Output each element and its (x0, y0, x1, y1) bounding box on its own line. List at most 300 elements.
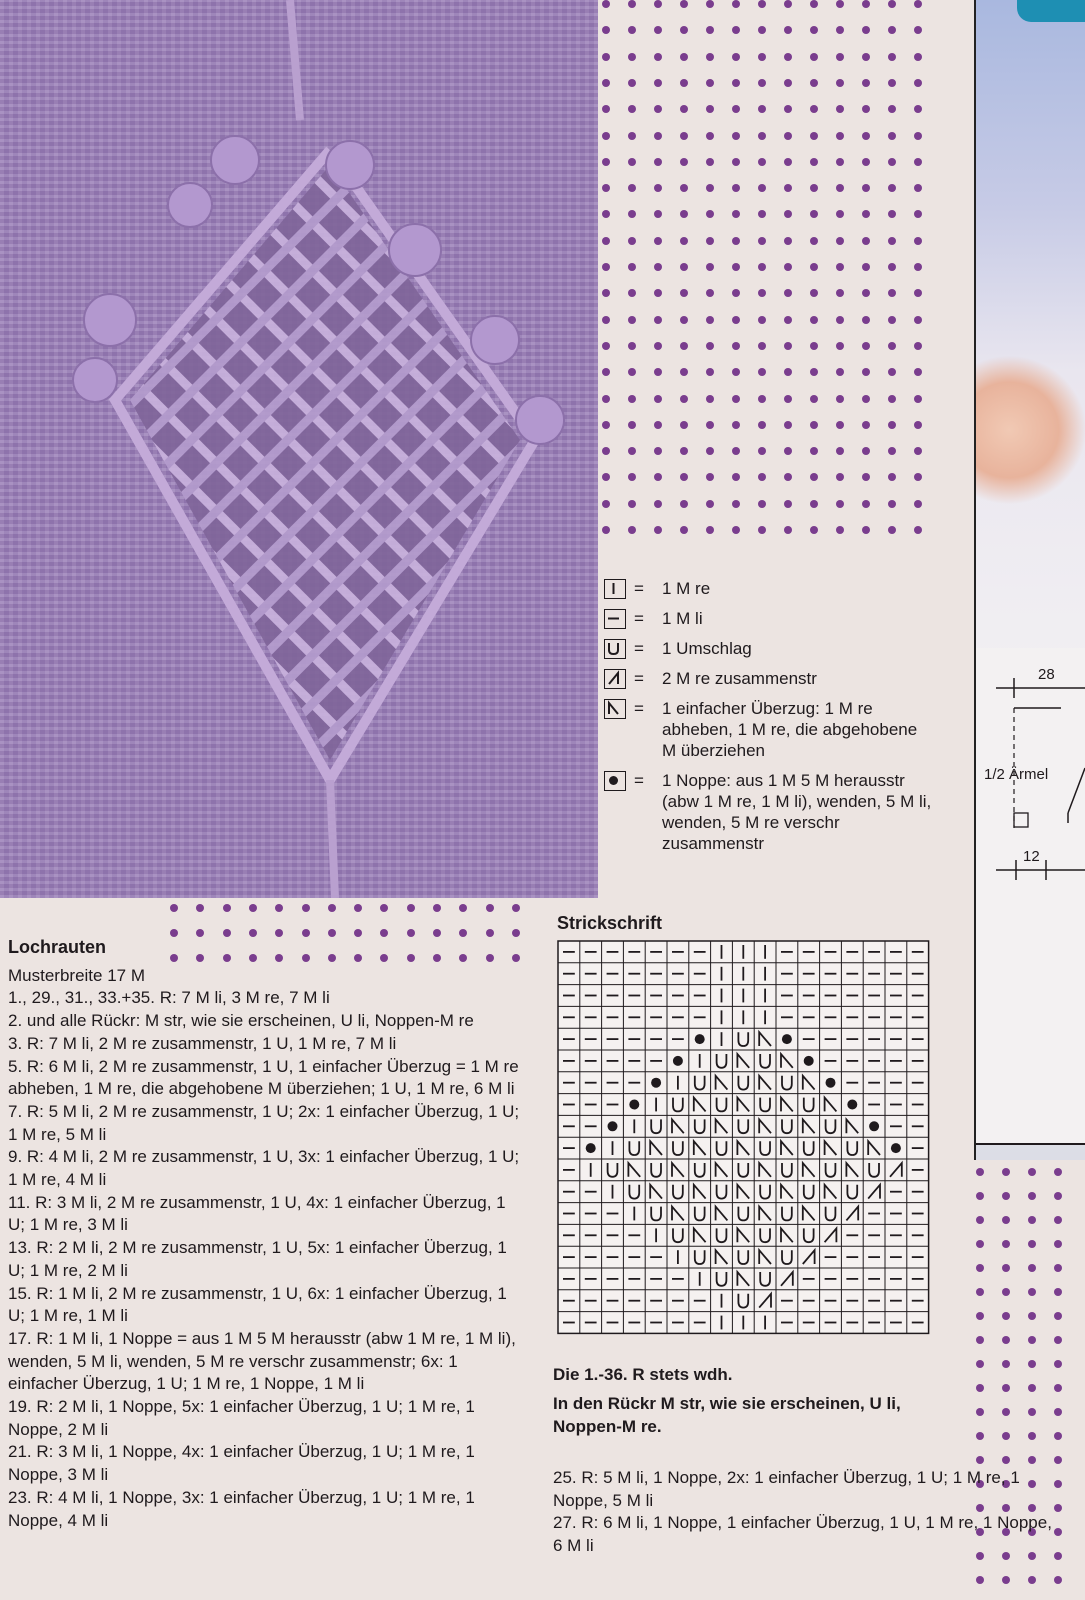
decorative-dot (1054, 1240, 1062, 1248)
decorative-dot (836, 210, 844, 218)
decorative-dot (602, 500, 610, 508)
decorative-dot (706, 395, 714, 403)
decorative-dot (784, 263, 792, 271)
decorative-dot (758, 500, 766, 508)
chart-title: Strickschrift (557, 913, 663, 933)
decorative-dot (628, 421, 636, 429)
decorative-dot (1028, 1408, 1036, 1416)
decorative-dot (836, 79, 844, 87)
decorative-dot (914, 53, 922, 61)
decorative-dot (1002, 1240, 1010, 1248)
decorative-dot (862, 316, 870, 324)
decorative-dot (810, 237, 818, 245)
decorative-dot (654, 210, 662, 218)
decorative-dot (680, 158, 688, 166)
decorative-dot (914, 500, 922, 508)
decorative-dot (836, 263, 844, 271)
decorative-dot (654, 421, 662, 429)
legend-text: 1 einfacher Überzug: 1 M re abheben, 1 M re, die abgehobene M überziehen (662, 699, 918, 760)
decorative-dot (758, 79, 766, 87)
instruction-line: 9. R: 4 M li, 2 M re zusammenstr, 1 U, 3x: 1 einfacher Überzug, 1 U; 1 M re, 4 M li (8, 1147, 520, 1190)
decorative-dot (1028, 1288, 1036, 1296)
decorative-dot (810, 105, 818, 113)
decorative-dot (836, 0, 844, 8)
decorative-dot (836, 237, 844, 245)
legend-equals: = (634, 699, 644, 718)
decorative-dot (914, 26, 922, 34)
decorative-dot (602, 132, 610, 140)
legend-equals: = (634, 771, 644, 790)
decorative-dot (680, 132, 688, 140)
decorative-dot (602, 0, 610, 8)
decorative-dot (976, 1312, 984, 1320)
lace-diamond-illustration (0, 0, 598, 898)
decorative-dot (628, 26, 636, 34)
decorative-dot (706, 368, 714, 376)
decorative-dot (706, 0, 714, 8)
decorative-dot (758, 526, 766, 534)
decorative-dot (602, 473, 610, 481)
decorative-dot (758, 368, 766, 376)
decorative-dot (976, 1384, 984, 1392)
decorative-dot (862, 500, 870, 508)
decorative-dot (862, 132, 870, 140)
decorative-dot (628, 263, 636, 271)
decorative-dot (784, 421, 792, 429)
decorative-dot (888, 263, 896, 271)
decorative-dot (888, 210, 896, 218)
decorative-dot (784, 105, 792, 113)
decorative-dot (602, 316, 610, 324)
decorative-dot (758, 447, 766, 455)
decorative-dot (654, 0, 662, 8)
decorative-dot (862, 421, 870, 429)
decorative-dot (758, 132, 766, 140)
decorative-dot (628, 526, 636, 534)
decorative-dot (680, 368, 688, 376)
decorative-dot (1002, 1264, 1010, 1272)
decorative-dot (1054, 1408, 1062, 1416)
decorative-dot (654, 237, 662, 245)
decorative-dot (784, 342, 792, 350)
decorative-dot (888, 184, 896, 192)
decorative-dot (862, 395, 870, 403)
decorative-dot (758, 421, 766, 429)
decorative-dot (914, 316, 922, 324)
decorative-dot (862, 237, 870, 245)
decorative-dot (836, 473, 844, 481)
decorative-dot (328, 904, 336, 912)
decorative-dot (758, 342, 766, 350)
decorative-dot (732, 79, 740, 87)
decorative-dot (888, 53, 896, 61)
decorative-dot (1002, 1168, 1010, 1176)
decorative-dot (862, 447, 870, 455)
instruction-line: 25. R: 5 M li, 1 Noppe, 2x: 1 einfacher Überzug, 1 U; 1 M re, 1 Noppe, 5 M li (553, 1468, 1020, 1510)
decorative-dot (1002, 1288, 1010, 1296)
instruction-line: 23. R: 4 M li, 1 Noppe, 3x: 1 einfacher Überzug, 1 U; 1 M re, 1 Noppe, 4 M li (8, 1487, 475, 1530)
decorative-dot (888, 473, 896, 481)
instruction-lines-continued (553, 1467, 1063, 1558)
legend-text: 2 M re zusammenstr (662, 669, 817, 688)
decorative-dot (706, 237, 714, 245)
decorative-dot (706, 53, 714, 61)
decorative-dot (758, 289, 766, 297)
decorative-dot (888, 158, 896, 166)
decorative-dot (1028, 1312, 1036, 1320)
decorative-dot (602, 395, 610, 403)
decorative-dot (888, 132, 896, 140)
decorative-dot (836, 395, 844, 403)
decorative-dot (1028, 1432, 1036, 1440)
decorative-dot (914, 132, 922, 140)
knit-symbol-icon (604, 579, 626, 599)
decorative-dot (810, 79, 818, 87)
decorative-dot (654, 526, 662, 534)
decorative-dot (784, 447, 792, 455)
decorative-dot (784, 0, 792, 8)
decorative-dot (602, 342, 610, 350)
decorative-dot (459, 904, 467, 912)
decorative-dot (1002, 1456, 1010, 1464)
decorative-dot (732, 473, 740, 481)
decorative-dot (976, 1264, 984, 1272)
decorative-dot (732, 105, 740, 113)
schematic-lines (976, 648, 1085, 1143)
decorative-dot (758, 473, 766, 481)
bobble-cell (804, 1056, 814, 1066)
decorative-dot (784, 53, 792, 61)
decorative-dot (836, 289, 844, 297)
decorative-dot (628, 237, 636, 245)
decorative-dot (1028, 1216, 1036, 1224)
decorative-dot (784, 289, 792, 297)
decorative-dot (888, 421, 896, 429)
decorative-dot (275, 904, 283, 912)
decorative-dot (888, 105, 896, 113)
legend-equals: = (634, 639, 644, 658)
schematic-sleeve-label: 1/2 Ärmel (984, 766, 1049, 783)
decorative-dot (602, 26, 610, 34)
instruction-line: 1., 29., 31., 33.+35. R: 7 M li, 3 M re, 7 M li (8, 988, 330, 1008)
legend-equals: = (634, 609, 644, 628)
decorative-dot (486, 904, 494, 912)
instruction-line: 3. R: 7 M li, 2 M re zusammenstr, 1 U, 1 M re, 7 M li (8, 1033, 397, 1053)
decorative-dot (810, 158, 818, 166)
decorative-dot (784, 79, 792, 87)
decorative-dot (784, 26, 792, 34)
decorative-dot (784, 316, 792, 324)
purl-symbol-icon (604, 609, 626, 629)
decorative-dot (602, 447, 610, 455)
decorative-dot (628, 79, 636, 87)
decorative-dot (628, 447, 636, 455)
decorative-dot (836, 132, 844, 140)
decorative-dot (680, 526, 688, 534)
bobble-cell (869, 1121, 879, 1131)
decorative-dot (1028, 1360, 1036, 1368)
decorative-dot (1054, 1360, 1062, 1368)
decorative-dot (784, 368, 792, 376)
decorative-dot (976, 1240, 984, 1248)
decorative-dot (810, 210, 818, 218)
decorative-dot (758, 53, 766, 61)
decorative-dot (602, 105, 610, 113)
decorative-dot (654, 316, 662, 324)
decorative-dot (914, 237, 922, 245)
legend-equals: = (634, 579, 644, 598)
decorative-dot (732, 421, 740, 429)
decorative-dot (836, 105, 844, 113)
decorative-dot (170, 904, 178, 912)
decorative-dot (976, 1288, 984, 1296)
decorative-dot (862, 473, 870, 481)
instruction-line: 21. R: 3 M li, 1 Noppe, 4x: 1 einfacher Überzug, 1 U; 1 M re, 1 Noppe, 3 M li (8, 1442, 475, 1485)
decorative-dot (862, 184, 870, 192)
skp-symbol-icon (604, 699, 626, 719)
decorative-dot (810, 447, 818, 455)
instruction-lines (8, 965, 520, 1533)
decorative-dot (654, 263, 662, 271)
decorative-dot (602, 237, 610, 245)
decorative-dot (1054, 1312, 1062, 1320)
decorative-dot (836, 500, 844, 508)
decorative-dot (862, 263, 870, 271)
decorative-dot (407, 904, 415, 912)
decorative-dot (706, 210, 714, 218)
decorative-dot (810, 26, 818, 34)
decorative-dot (888, 368, 896, 376)
decorative-dot (602, 210, 610, 218)
decorative-dot (836, 421, 844, 429)
decorative-dot (654, 26, 662, 34)
decorative-dot (602, 79, 610, 87)
decorative-dot (602, 289, 610, 297)
decorative-dot (914, 184, 922, 192)
decorative-dot (1028, 1336, 1036, 1344)
decorative-dot (976, 1408, 984, 1416)
decorative-dot (654, 53, 662, 61)
yarn-over-symbol-icon (604, 639, 626, 659)
decorative-dot (1028, 1456, 1036, 1464)
decorative-dot (654, 158, 662, 166)
decorative-dot (602, 421, 610, 429)
decorative-dot (758, 0, 766, 8)
decorative-dot (888, 500, 896, 508)
instruction-line: 27. R: 6 M li, 1 Noppe, 1 einfacher Überzug, 1 U, 1 M re, 1 Noppe, 6 M li (553, 1513, 1052, 1556)
decorative-dot (758, 237, 766, 245)
decorative-dot (1002, 1360, 1010, 1368)
decorative-dot (706, 473, 714, 481)
decorative-dot (249, 904, 257, 912)
decorative-dot (888, 0, 896, 8)
decorative-dot (706, 316, 714, 324)
bobble-cell (651, 1078, 661, 1088)
decorative-dot (836, 342, 844, 350)
decorative-dot (810, 500, 818, 508)
decorative-dot (628, 0, 636, 8)
bobble-cell (782, 1034, 792, 1044)
decorative-dot (836, 53, 844, 61)
decorative-dot (732, 368, 740, 376)
decorative-dot (888, 26, 896, 34)
decorative-dot (654, 473, 662, 481)
decorative-dot (732, 53, 740, 61)
decorative-dot (810, 526, 818, 534)
knitting-chart (557, 940, 935, 1344)
legend-row-knit (604, 578, 934, 599)
legend-text: 1 Umschlag (662, 639, 752, 658)
instructions-column-1 (8, 936, 520, 1532)
decorative-dot (976, 1216, 984, 1224)
decorative-dot (732, 395, 740, 403)
decorative-dot (732, 316, 740, 324)
decorative-dot (602, 158, 610, 166)
decorative-dot (862, 210, 870, 218)
decorative-dot (706, 421, 714, 429)
schematic-panel (976, 648, 1085, 1145)
instruction-line: 13. R: 2 M li, 2 M re zusammenstr, 1 U, 5x: 1 einfacher Überzug, 1 U; 1 M re, 2 M li (8, 1238, 507, 1280)
decorative-dot (862, 53, 870, 61)
decorative-dot (680, 26, 688, 34)
decorative-dot (758, 263, 766, 271)
decorative-dot (836, 26, 844, 34)
decorative-dot (223, 904, 231, 912)
decorative-dot (888, 316, 896, 324)
decorative-dot (1002, 1576, 1010, 1584)
decorative-dot (784, 395, 792, 403)
decorative-dot (810, 132, 818, 140)
decorative-dot (836, 447, 844, 455)
decorative-dot (1002, 1216, 1010, 1224)
decorative-dot (732, 237, 740, 245)
decorative-dot (836, 368, 844, 376)
legend-text: 1 Noppe: aus 1 M 5 M herausstr (abw 1 M re, 1 M li), wenden, 5 M li, wenden, 5 M re verschr zusammenstr (662, 771, 932, 853)
decorative-dot (680, 79, 688, 87)
decorative-dot (976, 1192, 984, 1200)
decorative-dot (1054, 1288, 1062, 1296)
decorative-dot (836, 526, 844, 534)
decorative-dot (914, 0, 922, 8)
decorative-dot (680, 0, 688, 8)
decorative-dot (1054, 1264, 1062, 1272)
decorative-dot (732, 26, 740, 34)
decorative-dot (810, 473, 818, 481)
knit-sample-photo (0, 0, 598, 898)
decorative-dot (602, 263, 610, 271)
decorative-dot (810, 184, 818, 192)
decorative-dot (732, 184, 740, 192)
decorative-dot (680, 447, 688, 455)
decorative-dot (628, 289, 636, 297)
decorative-dot (914, 105, 922, 113)
legend-row-skp (604, 698, 934, 761)
decorative-dot (836, 316, 844, 324)
decorative-dot (862, 526, 870, 534)
bobble-cell (629, 1100, 639, 1110)
decorative-dot (862, 26, 870, 34)
decorative-dot (628, 132, 636, 140)
decorative-dot (706, 132, 714, 140)
decorative-dot (654, 132, 662, 140)
decorative-dot (680, 53, 688, 61)
decorative-dot (914, 473, 922, 481)
decorative-dot (628, 395, 636, 403)
decorative-dot (810, 421, 818, 429)
decorative-dot (758, 26, 766, 34)
decorative-dot (196, 904, 204, 912)
decorative-dot (1054, 1432, 1062, 1440)
decorative-dot (758, 316, 766, 324)
decorative-dot (680, 105, 688, 113)
legend-row-k2tog (604, 668, 934, 689)
decorative-dot (680, 210, 688, 218)
decorative-dot (706, 158, 714, 166)
decorative-dot (914, 395, 922, 403)
decorative-dot (654, 395, 662, 403)
decorative-dot (732, 500, 740, 508)
decorative-dot (1054, 1168, 1062, 1176)
decorative-dot (654, 447, 662, 455)
decorative-dot (784, 132, 792, 140)
bobble-cell (673, 1056, 683, 1066)
instruction-line: 2. und alle Rückr: M str, wie sie erscheinen, U li, Noppen-M re (8, 1011, 474, 1031)
decorative-dot (628, 316, 636, 324)
decorative-dot (654, 184, 662, 192)
decorative-dot (862, 368, 870, 376)
schematic-width-label: 28 (1038, 666, 1055, 683)
decorative-dot (1028, 1576, 1036, 1584)
decorative-dot (888, 342, 896, 350)
bobble-cell (608, 1121, 618, 1131)
k2tog-symbol-icon (604, 669, 626, 689)
decorative-dot (784, 526, 792, 534)
decorative-dot (862, 289, 870, 297)
decorative-dot (1054, 1456, 1062, 1464)
decorative-dot (862, 79, 870, 87)
decorative-dot (680, 473, 688, 481)
decorative-dot (810, 53, 818, 61)
decorative-dot (706, 184, 714, 192)
decorative-dot (784, 473, 792, 481)
decorative-dot (888, 526, 896, 534)
decorative-dot (732, 158, 740, 166)
decorative-dot (1002, 1192, 1010, 1200)
decorative-dot (602, 184, 610, 192)
bobble-symbol-icon (604, 771, 626, 791)
legend-text: 1 M re (662, 579, 711, 598)
decorative-dot (914, 210, 922, 218)
decorative-dot (654, 500, 662, 508)
decorative-dot (628, 53, 636, 61)
decorative-dot (706, 105, 714, 113)
decorative-dot (758, 105, 766, 113)
bobble-cell (826, 1078, 836, 1088)
decorative-dot (976, 1360, 984, 1368)
decorative-dot (914, 79, 922, 87)
decorative-dot (914, 263, 922, 271)
decorative-dot (976, 1168, 984, 1176)
decorative-dot (680, 263, 688, 271)
decorative-dot (976, 1336, 984, 1344)
decorative-dot (888, 447, 896, 455)
decorative-dot (810, 0, 818, 8)
decorative-dot (1028, 1240, 1036, 1248)
decorative-dot (888, 395, 896, 403)
decorative-dot (602, 53, 610, 61)
decorative-dot (706, 79, 714, 87)
instruction-line: 11. R: 3 M li, 2 M re zusammenstr, 1 U, 4x: 1 einfacher Überzug, 1 U; 1 M re, 3 M li (8, 1192, 506, 1235)
